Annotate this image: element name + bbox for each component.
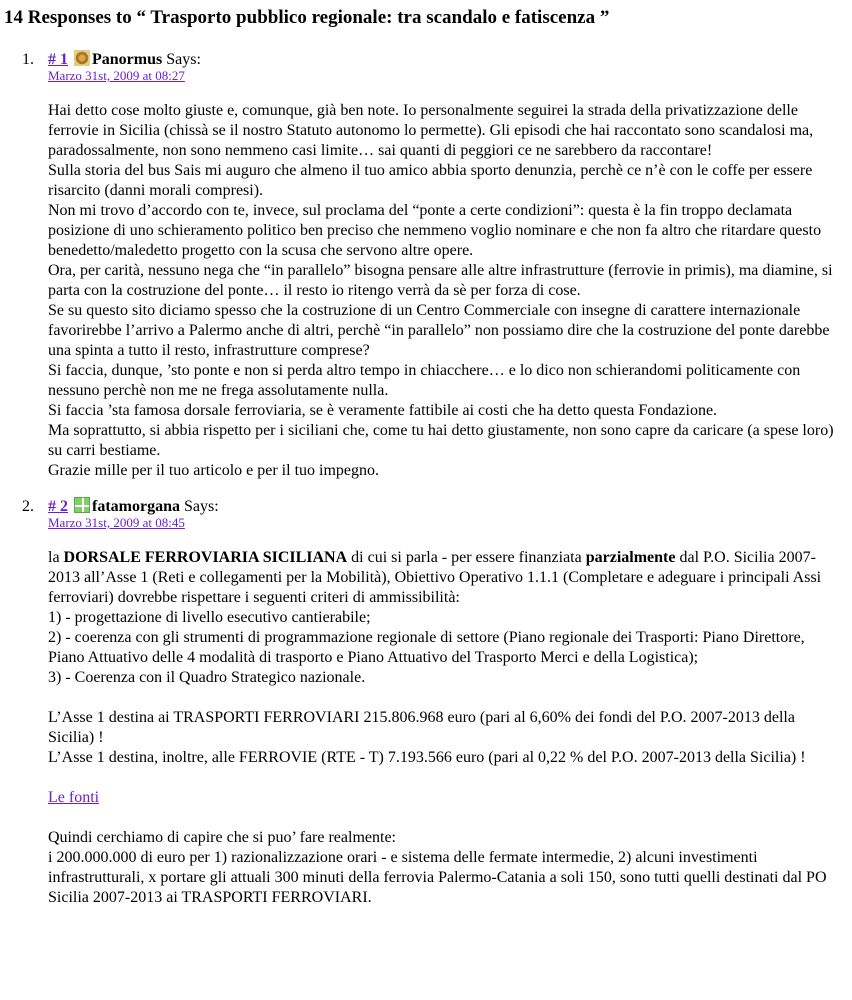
comment-number: 1. [22,51,34,68]
comment-2 [4,497,844,908]
comment-date-link[interactable]: Marzo 31st, 2009 at 08:27 [48,68,185,83]
comment-header [48,497,844,516]
says-label: Says: [162,51,201,68]
criteria-item: 3) - Coerenza con il Quadro Strategico nazionale. [48,669,366,686]
says-label: Says: [179,498,219,515]
text-span: di cui si parla - per essere finanziata [347,549,586,566]
green-cross-avatar-icon [74,497,90,513]
comment-date [48,516,844,530]
comment-body [48,548,844,908]
funds-line: L’Asse 1 destina, inoltre, alle FERROVIE (RTE - T) 7.193.566 euro (pari al 0,22 % del P.O. 2007-2013 della Sicilia) ! [48,749,806,766]
spacer [48,688,844,708]
comment-header [48,50,844,69]
closing-line: Quindi cerchiamo di capire che si puo’ fare realmente: [48,829,396,846]
comment-body [48,101,844,481]
comment-author: Panormus [92,51,163,68]
comment-line: Ora, per carità, nessuno nega che “in parallelo” bisogna pensare alle altre infrastrutture (ferrovie in primis), ma diamine, si parta con la costruzione del ponte… il resto io ritengo verrà da sè per forza di cose. [48,262,833,299]
closing-line: i 200.000.000 di euro per 1) razionalizzazione orari - e sistema delle fermate intermedie, 2) alcuni investimenti infrastrutturali, x portare gli attuali 300 minuti della ferrovia Palermo-Catania a soli 150, sono tutti quelli destinati dal PO Sicilia 2007-2013 ai TRASPORTI FERROVIARI. [48,849,827,906]
comment-permalink[interactable]: # 1 [48,51,68,68]
comment-date-link[interactable]: Marzo 31st, 2009 at 08:45 [48,515,185,530]
brown-flower-avatar-icon [74,50,90,66]
comment-paragraph [48,548,844,608]
comment-line: Hai detto cose molto giuste e, comunque, già ben note. Io personalmente seguirei la strada della privatizzazione delle ferrovie in Sicilia (chissà se il nostro Statuto autonomo lo permette). Gli episodi che hai raccontato sono scandalosi ma, paradossalmente, non sono nemmeno casi limite… sai quanti di peggiori ce ne sarebbero da raccontare! [48,102,814,159]
funds-line: L’Asse 1 destina ai TRASPORTI FERROVIARI 215.806.968 euro (pari al 6,60% dei fondi del P.O. 2007-2013 della Sicilia) ! [48,709,795,746]
spacer [48,768,844,788]
comment-line: Si faccia, dunque, ’sto ponte e non si perda altro tempo in chiacchere… e lo dico non schierandomi politicamente con nessuno perchè non me ne frega assolutamente nulla. [48,362,801,399]
comment-line: Ma soprattutto, si abbia rispetto per i siciliani che, come tu hai detto giustamente, non sono capre da caricare (a spese loro) su carri bestiame. [48,422,834,459]
comment-date [48,69,844,83]
comment-author: fatamorgana [92,498,180,515]
comment-1 [4,50,844,481]
comment-list [4,50,844,908]
criteria-item: 2) - coerenza con gli strumenti di programmazione regionale di settore (Piano regionale dei Trasporti: Piano Direttore, Piano Attuativo delle 4 modalità di trasporto e Piano Attuativo del Trasporto Merci e della Logistica); [48,629,805,666]
comment-permalink[interactable]: # 2 [48,498,68,515]
spacer [48,808,844,828]
comment-number: 2. [22,498,34,515]
comment-line: Se su questo sito diciamo spesso che la costruzione di un Centro Commerciale con insegne di carattere internazionale favorirebbe l’arrivo a Palermo anche di altri, perchè “in parallelo” non possiamo dire che la costruzione del ponte darebbe una spinta a tutto il resto, infrastrutture comprese? [48,302,830,359]
bold-text: DORSALE FERROVIARIA SICILIANA [63,549,348,566]
text-span: la [48,549,64,566]
text-span: dal P.O. Sicilia 2007-2013 all’Asse 1 (Reti e collegamenti per la Mobilità), Obiettivo Operativo 1.1.1 (Completare e adeguare i principali Assi ferroviari) dovrebbe rispettare i seguenti criteri di ammissibilità: [48,549,822,606]
sources-paragraph [48,788,844,808]
sources-link[interactable]: Le fonti [48,789,100,806]
comment-line: Si faccia ’sta famosa dorsale ferroviaria, se è veramente fattibile ai costi che ha detto questa Fondazione. [48,402,718,419]
bold-text: parzialmente [585,549,676,566]
page-title: 14 Responses to “ Trasporto pubblico regionale: tra scandalo e fatiscenza ” [4,7,610,28]
comment-line: Grazie mille per il tuo articolo e per il tuo impegno. [48,462,380,479]
comment-line: Non mi trovo d’accordo con te, invece, sul proclama del “ponte a certe condizioni”: questa è la fin troppo declamata posizione di uno schieramento politico ben preciso che nemmeno voglio nominare e che non fa altro che ritardare questo benedetto/maledetto progetto con la scusa che servono altre opere. [48,202,822,259]
criteria-item: 1) - progettazione di livello esecutivo cantierabile; [48,609,371,626]
comment-line: Sulla storia del bus Sais mi auguro che almeno il tuo amico abbia sporto denunzia, perchè ce n’è con le coffe per essere risarcito (danni morali compresi). [48,162,813,199]
